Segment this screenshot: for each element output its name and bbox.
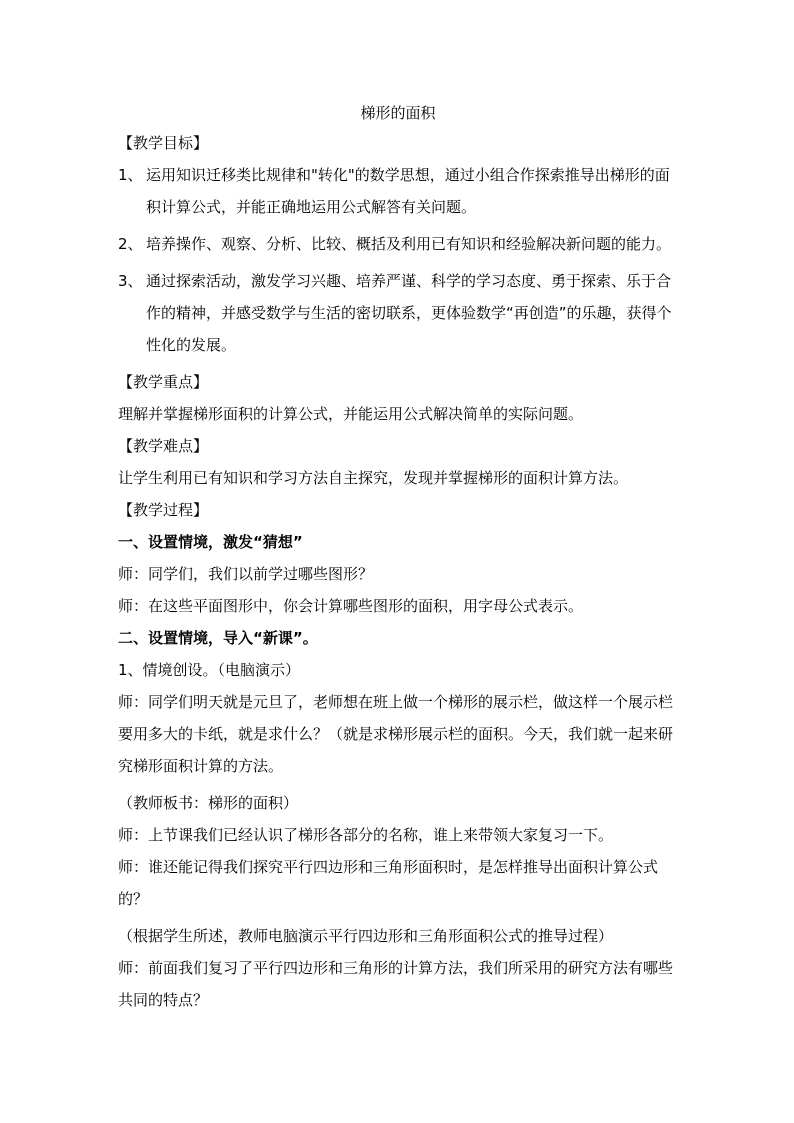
process-heading: 【教学过程】	[118, 501, 209, 519]
section2-paragraph: 1、情境创设。（电脑演示）	[118, 661, 301, 679]
section2-paragraph: 师：谁还能记得我们探究平行四边形和三角形面积时，是怎样推导出面积计算公式的？	[118, 858, 659, 908]
goal-text: 运用知识迁移类比规律和"转化"的数学思想，通过小组合作探索推导出梯形的面积计算公式，并能正确地运用公式解答有关问题。	[146, 166, 670, 216]
difficult-text: 让学生利用已有知识和学习方法自主探究，发现并掌握梯形的面积计算方法。	[118, 469, 629, 487]
key-heading: 【教学重点】	[118, 373, 209, 391]
section2-paragraph: 师：同学们明天就是元旦了，老师想在班上做一个梯形的展示栏，做这样一个展示栏要用多大的卡纸，就是求什么？（就是求梯形展示栏的面积。今天，我们就一起来研究梯形面积计算的方法。	[118, 693, 674, 775]
goals-heading: 【教学目标】	[118, 134, 209, 152]
goal-number: 3、	[118, 272, 143, 290]
goal-number: 2、	[118, 235, 143, 253]
key-text: 理解并掌握梯形面积的计算公式，并能运用公式解决简单的实际问题。	[118, 405, 584, 423]
goal-item-3	[118, 265, 678, 361]
section2-paragraph: （教师板书：梯形的面积）	[118, 794, 299, 812]
section1-heading: 一、设置情境，激发“猜想”	[118, 533, 303, 551]
goal-item-2	[118, 228, 678, 260]
document-title: 梯形的面积	[360, 104, 436, 122]
section2-paragraph: 师：前面我们复习了平行四边形和三角形的计算方法，我们所采用的研究方法有哪些共同的特点？	[118, 959, 674, 1009]
goal-text: 培养操作、观察、分析、比较、概括及利用已有知识和经验解决新问题的能力。	[146, 235, 672, 253]
difficult-heading: 【教学难点】	[118, 437, 209, 455]
document-page	[118, 103, 678, 1027]
section1-paragraph: 师：同学们，我们以前学过哪些图形？	[118, 565, 374, 583]
goal-text: 通过探索活动，激发学习兴趣、培养严谨、科学的学习态度、勇于探索、乐于合作的精神，并感受数学与生活的密切联系，更体验数学“再创造”的乐趣，获得个性化的发展。	[146, 272, 672, 354]
goal-item-1	[118, 159, 678, 223]
goal-number: 1、	[118, 166, 143, 184]
section2-heading: 二、设置情境，导入“新课”。	[118, 629, 318, 647]
section2-paragraph: 师：上节课我们已经认识了梯形各部分的名称，谁上来带领大家复习一下。	[118, 826, 614, 844]
section2-paragraph: （根据学生所述，教师电脑演示平行四边形和三角形面积公式的推导过程）	[118, 927, 614, 945]
section1-paragraph: 师：在这些平面图形中，你会计算哪些图形的面积，用字母公式表示。	[118, 597, 584, 615]
